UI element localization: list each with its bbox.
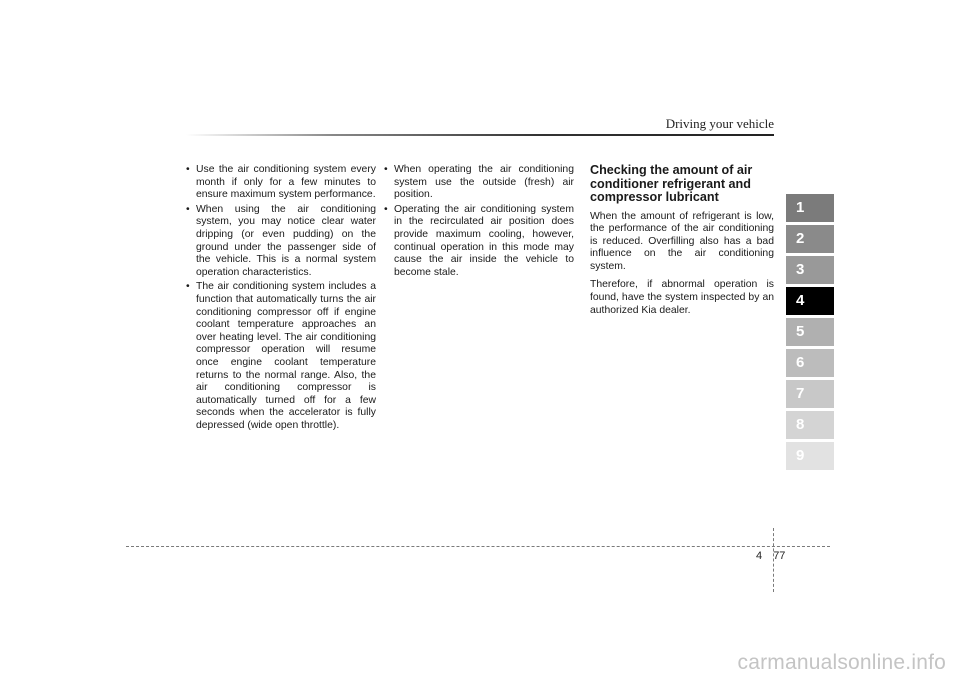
bullet-item: • Use the air conditioning system every month if only for a few minutes to ensure maximum system performance. <box>186 164 376 202</box>
header-rule <box>186 134 774 136</box>
section-heading: Checking the amount of air conditioner refrigerant and compressor lubricant <box>590 163 753 204</box>
column-3 <box>590 164 774 323</box>
chapter-tab-4[interactable]: 4 <box>786 287 834 315</box>
page-number <box>756 550 785 562</box>
chapter-tab-1[interactable]: 1 <box>786 194 834 222</box>
chapter-tab-7[interactable]: 7 <box>786 380 834 408</box>
column-2 <box>384 164 574 281</box>
bullet-item: • Operating the air conditioning system in the recirculated air position does provide maximum cooling, however, continual operation in this mode may cause the air inside the vehicle to become stale. <box>384 204 574 280</box>
running-header-title: Driving your vehicle <box>665 116 774 131</box>
column-1 <box>186 164 376 434</box>
chapter-tab-6[interactable]: 6 <box>786 349 834 377</box>
chapter-tab-3[interactable]: 3 <box>786 256 834 284</box>
paragraph: Therefore, if abnormal operation is found, have the system inspected by an authorized Kia dealer. <box>590 279 774 316</box>
chapter-number: 4 <box>756 550 763 562</box>
chapter-tab-5[interactable]: 5 <box>786 318 834 346</box>
bullet-item: • When operating the air conditioning system use the outside (fresh) air position. <box>384 164 574 202</box>
chapter-tabs <box>786 194 834 473</box>
page-number-value: 77 <box>773 550 786 562</box>
bullet-list-2 <box>384 164 574 279</box>
bullet-list-1 <box>186 164 376 432</box>
bullet-item: • When using the air conditioning system, you may notice clear water dripping (or even pudding) on the ground under the passenger side of the vehicle. This is a normal system operation characteristics. <box>186 204 376 280</box>
chapter-tab-8[interactable]: 8 <box>786 411 834 439</box>
watermark: carmanualsonline.info <box>737 651 946 674</box>
bullet-item: • The air conditioning system includes a function that automatically turns the air conditioning compressor off if engine coolant temperature approaches an over heating level. The air conditioning compressor operation will resume once engine coolant temperature returns to the normal range. Also, the air conditioning compressor is automatically turned off for a few seconds when the accelerator is fully depressed (wide open throttle). <box>186 281 376 432</box>
footer-rule <box>126 546 830 547</box>
paragraph: When the amount of refrigerant is low, the performance of the air conditioning is reduced. Overfilling also has a bad influence on the air conditioning system. <box>590 210 774 272</box>
chapter-tab-9[interactable]: 9 <box>786 442 834 470</box>
chapter-tab-2[interactable]: 2 <box>786 225 834 253</box>
